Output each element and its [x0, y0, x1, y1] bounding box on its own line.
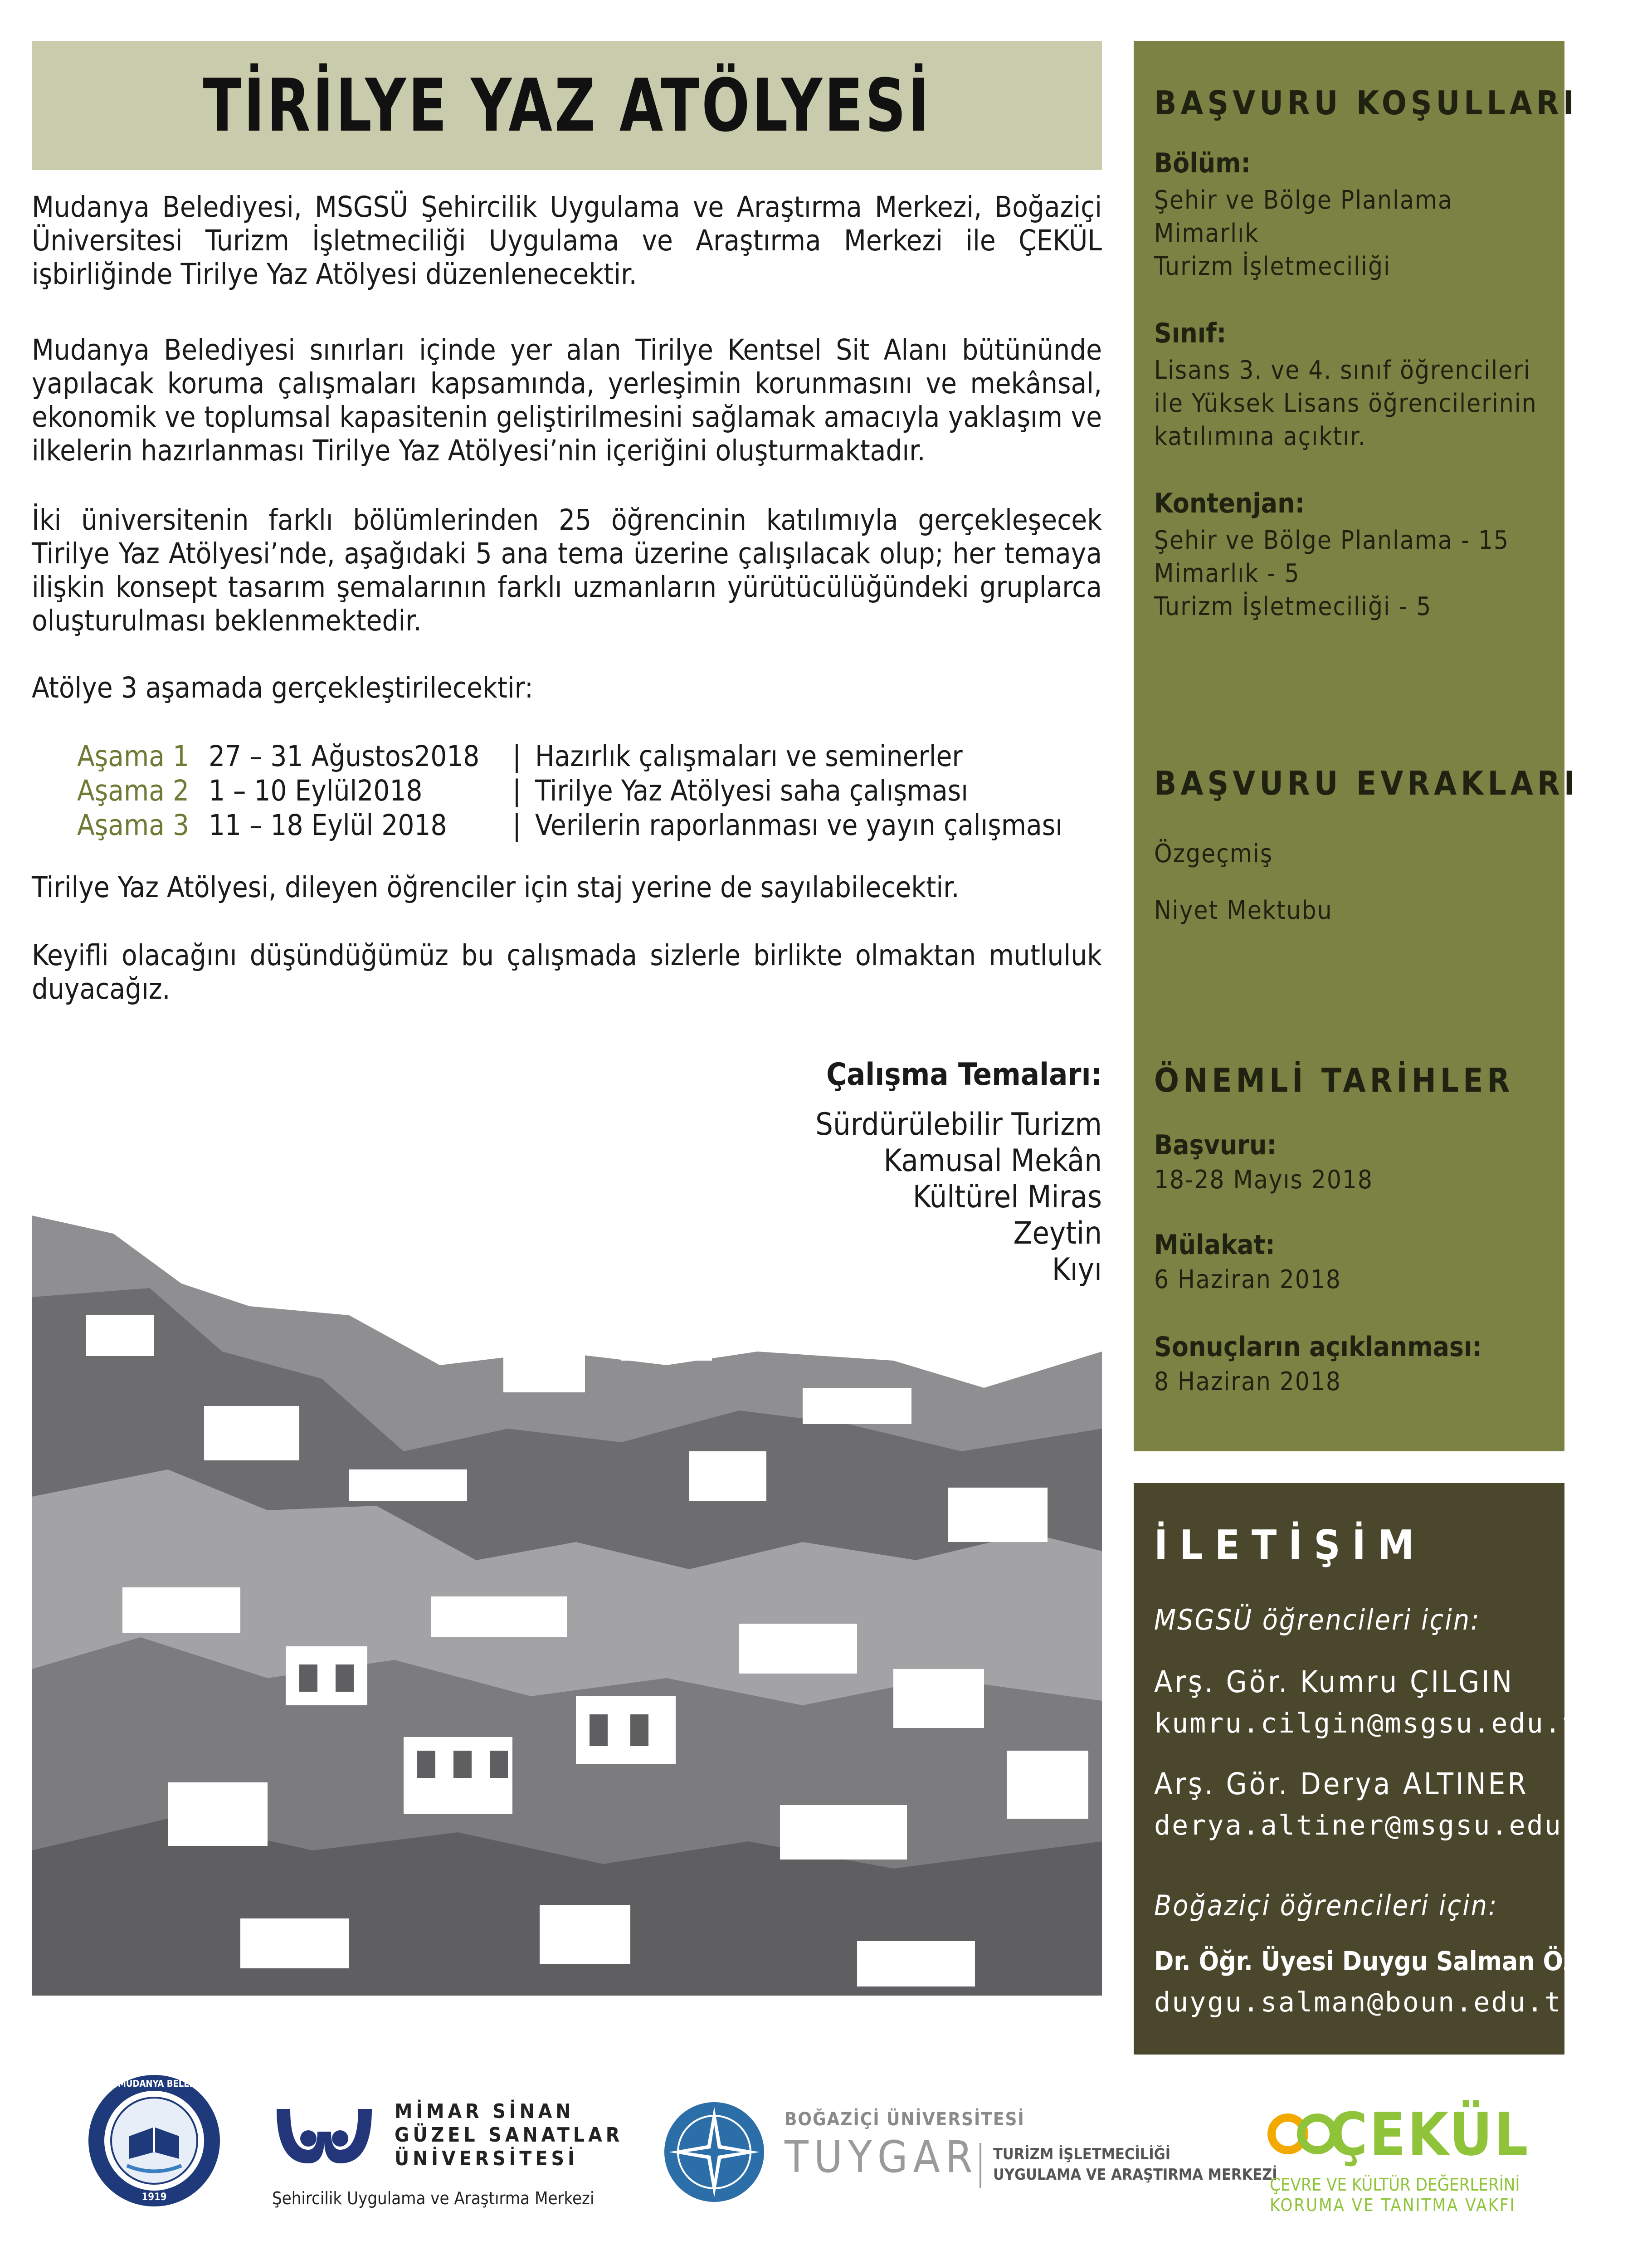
msgsu-contact-title: MSGSÜ öğrencileri için:: [1154, 1603, 1481, 1636]
cekul-leaf-icon: [1270, 2109, 1338, 2159]
theme-item: Sürdürülebilir Turizm: [815, 1107, 1102, 1142]
application-date-title: Başvuru:: [1154, 1129, 1277, 1161]
theme-item: Kamusal Mekân: [883, 1143, 1102, 1179]
stages-intro: Atölye 3 aşamada gerçekleştirilecektir:: [32, 671, 533, 704]
stage-date: 27 – 31 Ağustos2018: [209, 740, 480, 773]
logo-divider: [980, 2143, 981, 2188]
interview-date: 6 Haziran 2018: [1154, 1265, 1341, 1294]
cekul-wordmark: ÇEKÜL: [1329, 2100, 1530, 2169]
closing-paragraph: Keyifli olacağını düşündüğümüz bu çalışmada sizlerle birlikte olmaktan mutluluk duyacağız.: [32, 939, 1102, 1005]
interview-date-title: Mülakat:: [1154, 1229, 1275, 1261]
stage-date: 1 – 10 Eylül2018: [209, 774, 423, 807]
documents-list: [1154, 825, 1549, 939]
mudanya-logo-year: 1919: [141, 2191, 167, 2203]
tuygar-logo: [662, 2100, 1277, 2213]
page-title: TİRİLYE YAZ ATÖLYESİ: [203, 63, 931, 148]
quota-item: Turizm İşletmeciliği - 5: [1154, 592, 1432, 621]
theme-item: Kıyı: [1052, 1252, 1102, 1288]
contact-email[interactable]: derya.altiner@msgsu.edu.tr: [1154, 1810, 1616, 1841]
tuygar-subtitle: TURİZM İŞLETMECİLİĞİ: [993, 2145, 1171, 2163]
results-date-title: Sonuçların açıklanması:: [1154, 1331, 1482, 1363]
stage-separator: |: [512, 774, 521, 807]
msgsu-name-line: GÜZEL SANATLAR: [395, 2123, 624, 2147]
msgsu-name-line: MİMAR SİNAN: [395, 2100, 575, 2123]
participants-paragraph: İki üniversitenin farklı bölümlerinden 25 öğrencinin katılımıyla gerçekleşecek Tirilye Yaz Atölyesi’nde, aşağıdaki 5 ana tema üzerine çalışılacak olup; her temaya ilişkin konsept tasarım şemalarının farklı uzmanların yürütücülüğündeki gruplarca oluşturulması beklenmektedir.: [32, 503, 1102, 637]
theme-item: Kültürel Miras: [912, 1179, 1102, 1215]
quota-list: [1154, 524, 1549, 623]
stage-label: Aşama 1: [77, 740, 190, 773]
stages-list: [77, 739, 1062, 843]
cekul-subtitle: KORUMA VE TANITMA VAKFI: [1270, 2195, 1516, 2215]
mudanya-logo: [86, 2073, 222, 2209]
themes-title: Çalışma Temaları:: [826, 1057, 1102, 1093]
application-date: 18-28 Mayıs 2018: [1154, 1165, 1373, 1195]
contact-person: Arş. Gör. Derya ALTINER: [1154, 1767, 1529, 1801]
quota-item: Şehir ve Bölge Planlama - 15: [1154, 526, 1510, 555]
dates-title: ÖNEMLİ TARİHLER: [1154, 1061, 1514, 1099]
class-text: [1154, 354, 1549, 453]
document-item: Özgeçmiş: [1154, 839, 1273, 869]
tuygar-subtitle: UYGULAMA VE ARAŞTIRMA MERKEZİ: [993, 2166, 1277, 2184]
stage-label: Aşama 2: [77, 774, 190, 807]
boun-name: BOĞAZİÇİ ÜNİVERSİTESİ: [785, 2109, 1025, 2130]
scope-paragraph: Mudanya Belediyesi sınırları içinde yer alan Tirilye Kentsel Sit Alanı bütününde yapılacak koruma çalışmaları kapsamında, yerleşimin korunmasını ve mekânsal, ekonomik ve toplumsal kapasitenin geliştirilmesini sağlamak amacıyla yaklaşım ve ilkelerin hazırlanması Tirilye Yaz Atölyesi’nin içeriğini oluşturmaktadır.: [32, 333, 1102, 467]
contact-person: Arş. Gör. Kumru ÇILGIN: [1154, 1664, 1515, 1699]
department-item: Mimarlık: [1154, 219, 1259, 248]
contact-email[interactable]: duygu.salman@boun.edu.tr: [1154, 1986, 1580, 2018]
document-item: Niyet Mektubu: [1154, 896, 1333, 925]
intro-paragraph: Mudanya Belediyesi, MSGSÜ Şehircilik Uygulama ve Araştırma Merkezi, Boğaziçi Üniversitesi Turizm İşletmeciliği Uygulama ve Araştırma Merkezi ile ÇEKÜL işbirliğinde Tirilye Yaz Atölyesi düzenlenecektir.: [32, 190, 1102, 291]
contact-email[interactable]: kumru.cilgin@msgsu.edu.tr: [1154, 1708, 1598, 1739]
conditions-title: BAŞVURU KOŞULLARI: [1154, 84, 1578, 122]
msgsu-logo: [272, 2100, 626, 2218]
contact-person: Dr. Öğr. Üyesi Duygu Salman ÖZTÜRK: [1154, 1946, 1652, 1977]
internship-paragraph: Tirilye Yaz Atölyesi, dileyen öğrenciler için staj yerine de sayılabilecektir.: [32, 871, 960, 904]
results-date: 8 Haziran 2018: [1154, 1367, 1341, 1396]
stage-description: Hazırlık çalışmaları ve seminerler: [535, 740, 963, 773]
department-item: Turizm İşletmeciliği: [1154, 252, 1391, 281]
msgsu-subtitle: Şehircilik Uygulama ve Araştırma Merkezi: [272, 2188, 595, 2208]
theme-item: Zeytin: [1013, 1215, 1102, 1251]
mudanya-logo-text: MUDANYA BELEDİYESİ: [118, 2078, 220, 2089]
cekul-logo: [1270, 2100, 1530, 2218]
department-title: Bölüm:: [1154, 147, 1251, 179]
class-line: katılımına açıktır.: [1154, 422, 1366, 451]
mudanya-emblem-icon: [86, 2073, 222, 2209]
quota-title: Kontenjan:: [1154, 488, 1305, 519]
department-item: Şehir ve Bölge Planlama: [1154, 185, 1453, 215]
boun-contact-title: Boğaziçi öğrencileri için:: [1154, 1889, 1498, 1922]
quota-item: Mimarlık - 5: [1154, 559, 1300, 588]
cekul-subtitle: ÇEVRE VE KÜLTÜR DEĞERLERİNİ: [1270, 2175, 1520, 2195]
stage-description: Tirilye Yaz Atölyesi saha çalışması: [535, 774, 969, 807]
class-title: Sınıf:: [1154, 317, 1227, 349]
stage-row: [77, 774, 1062, 808]
department-list: [1154, 184, 1549, 283]
contact-panel: [1134, 1483, 1652, 2055]
stage-row: [77, 739, 1062, 774]
stage-label: Aşama 3: [77, 809, 190, 842]
stage-row: [77, 808, 1062, 843]
stage-description: Verilerin raporlanması ve yayın çalışması: [535, 809, 1063, 842]
class-line: ile Yüksek Lisans öğrencilerinin: [1154, 389, 1537, 418]
stage-separator: |: [512, 809, 521, 842]
documents-title: BAŞVURU EVRAKLARI: [1154, 764, 1579, 802]
class-line: Lisans 3. ve 4. sınıf öğrencileri: [1154, 356, 1531, 385]
title-banner: [32, 41, 1102, 170]
compass-rose-icon: [662, 2100, 766, 2204]
application-panel: [1134, 41, 1579, 1451]
stage-separator: |: [512, 740, 521, 773]
msgsu-name-line: ÜNİVERSİTESİ: [395, 2147, 578, 2170]
contact-title: İLETİŞİM: [1154, 1522, 1426, 1569]
msgsu-owl-icon: [272, 2100, 376, 2168]
tuygar-wordmark: TUYGAR: [785, 2132, 978, 2182]
stage-date: 11 – 18 Eylül 2018: [209, 809, 447, 842]
town-illustration: [32, 1215, 1102, 2045]
